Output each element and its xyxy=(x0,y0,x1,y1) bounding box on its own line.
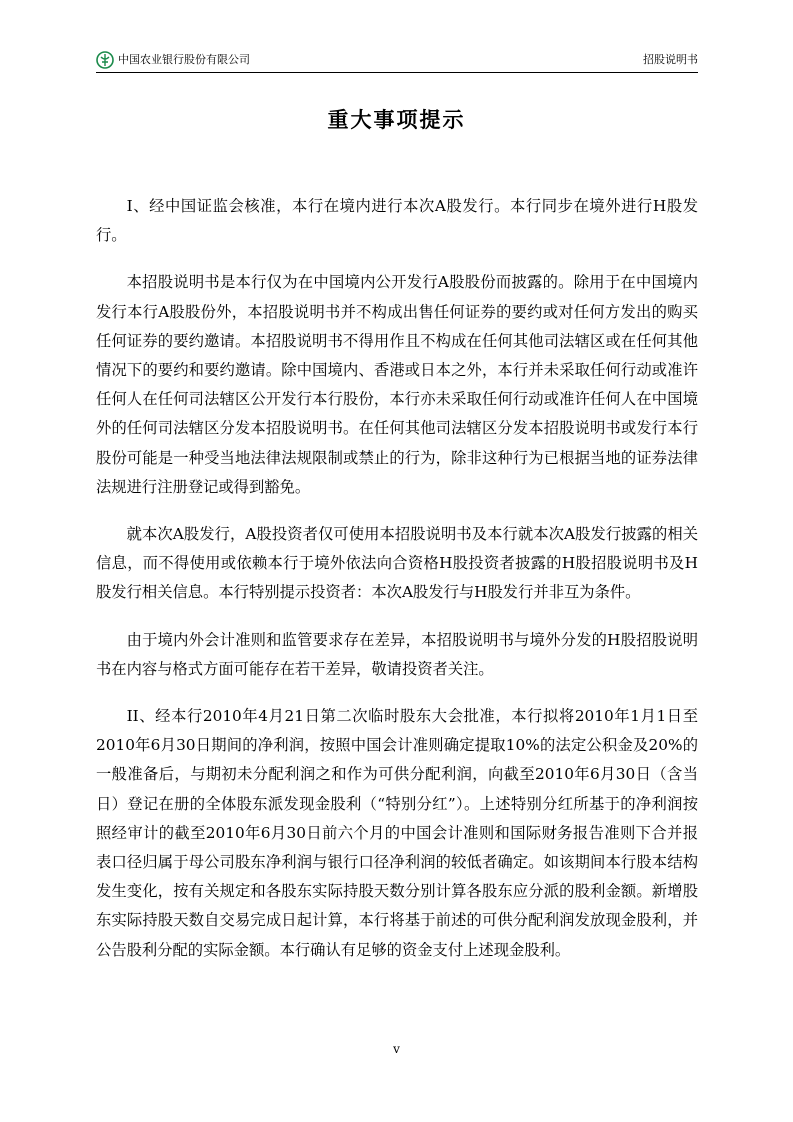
page-header xyxy=(96,50,698,73)
paragraph-2: 本招股说明书是本行仅为在中国境内公开发行A股股份而披露的。除用于在中国境内发行本行A股股份外，本招股说明书并不构成出售任何证券的要约或对任何方发出的购买任何证券的要约邀请。本招股说明书不得用作且不构成在任何其他司法辖区或在任何其他情况下的要约和要约邀请。除中国境内、香港或日本之外，本行并未采取任何行动或准许任何人在任何司法辖区公开发行本行股份，本行亦未采取任何行动或准许任何人在中国境外的任何司法辖区分发本招股说明书。在任何其他司法辖区分发本招股说明书或发行本行股份可能是一种受当地法律法规限制或禁止的行为，除非这种行为已根据当地的证券法律法规进行注册登记或得到豁免。 xyxy=(96,273,698,496)
page-title: 重大事项提示 xyxy=(327,108,466,132)
abc-bank-logo-icon xyxy=(96,51,114,69)
paragraph-5: II、经本行2010年4月21日第二次临时股东大会批准，本行拟将2010年1月1日至2010年6月30日期间的净利润，按照中国会计准则确定提取10%的法定公积金及20%的一般准备后，与期初未分配利润之和作为可供分配利润，向截至2010年6月30日（含当日）登记在册的全体股东派发现金股利（“特别分红”）。上述特别分红所基于的净利润按照经审计的截至2010年6月30日前六个月的中国会计准则和国际财务报告准则下合并报表口径归属于母公司股东净利润与银行口径净利润的较低者确定。如该期间本行股本结构发生变化，按有关规定和各股东实际持股天数分别计算各股东应分派的股利金额。新增股东实际持股天数自交易完成日起计算，本行将基于前述的可供分配利润发放现金股利，并公告股利分配的实际金额。本行确认有足够的资金支付上述现金股利。 xyxy=(96,707,698,959)
paragraph-1: I、经中国证监会核准，本行在境内进行本次A股发行。本行同步在境外进行H股发行。 xyxy=(96,197,698,245)
paragraph-3: 就本次A股发行，A股投资者仅可使用本招股说明书及本行就本次A股发行披露的相关信息，而不得使用或依赖本行于境外依法向合资格H股投资者披露的H股招股说明书及H股发行相关信息。本行特别提示投资者：本次A股发行与H股发行并非互为条件。 xyxy=(96,525,698,602)
document-body xyxy=(96,192,698,983)
page-number: v xyxy=(393,1042,400,1056)
paragraph-4: 由于境内外会计准则和监管要求存在差异，本招股说明书与境外分发的H股招股说明书在内容与格式方面可能存在若干差异，敬请投资者关注。 xyxy=(96,630,698,678)
document-type: 招股说明书 xyxy=(643,53,698,66)
company-name: 中国农业银行股份有限公司 xyxy=(118,53,250,66)
